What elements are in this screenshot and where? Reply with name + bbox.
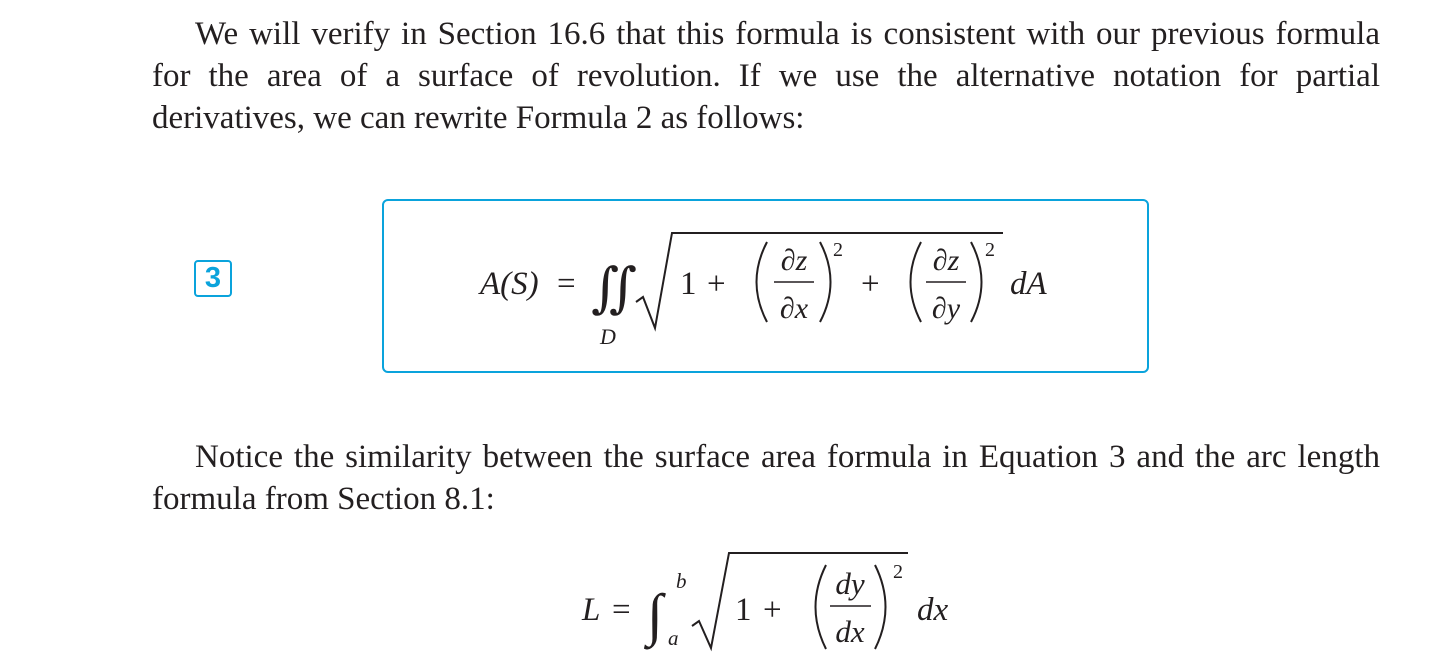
eq3-partial-num-2: ∂z <box>932 244 960 277</box>
eq3-equals: = <box>557 266 576 302</box>
eq3-partial-den-y: ∂y <box>931 292 961 325</box>
eq3-differential: dA <box>1010 266 1047 302</box>
eq3-partial-num-1: ∂z <box>780 244 808 277</box>
arc-plus: + <box>763 592 782 628</box>
arc-integral-sign: ∫ <box>647 582 663 647</box>
arc-right-paren <box>875 565 886 649</box>
eq3-one: 1 <box>680 266 697 302</box>
arc-deriv-num: dy <box>835 566 865 601</box>
arc-deriv-den: dx <box>835 614 865 649</box>
paragraph-2-text: Notice the similarity between the surface area formula in Equation 3 and the arc length formula from Section 8.1: <box>152 439 1380 517</box>
eq3-plus-1: + <box>707 266 726 302</box>
arc-exponent: 2 <box>893 561 903 583</box>
arc-upper-limit: b <box>676 569 687 593</box>
arc-left-paren <box>816 565 827 649</box>
eq3-exponent-1: 2 <box>833 239 843 261</box>
arc-one: 1 <box>735 592 752 628</box>
arc-lhs: L <box>582 592 601 628</box>
eq3-partial-den-x: ∂x <box>779 292 809 325</box>
arc-differential: dx <box>917 592 949 628</box>
arc-lower-limit: a <box>668 626 679 650</box>
eq3-double-integral: ∬ <box>591 258 637 318</box>
eq3-exponent-2: 2 <box>985 239 995 261</box>
paragraph-1-text: We will verify in Section 16.6 that this formula is consistent with our previous formula for the area of a surface of revolution. If we use the alternative notation for partial derivatives, we can rewrite Formula 2 as follows: <box>152 16 1380 136</box>
eq3-region: D <box>600 324 616 349</box>
equation-number-badge: 3 <box>194 260 232 297</box>
eq3-lhs: A(S) <box>480 266 539 302</box>
arc-equals: = <box>612 592 631 628</box>
eq3-plus-2: + <box>861 266 880 302</box>
